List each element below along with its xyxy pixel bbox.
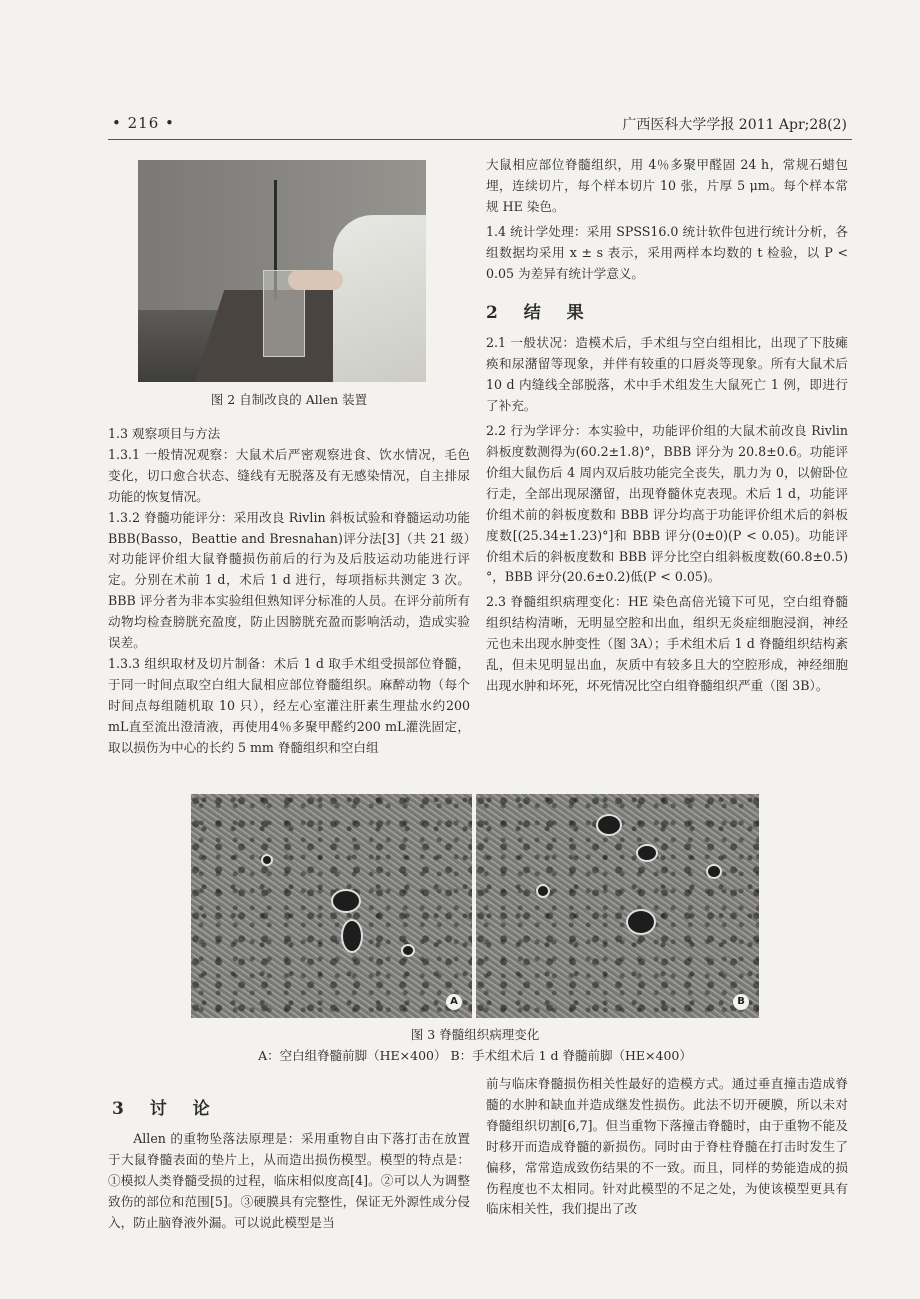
section-1-3-2: 1.3.2 脊髓功能评分：采用改良 Rivlin 斜板试验和脊髓运动功能 BBB(Basso，Beattie and Bresnahan)评分法[3]（共 21 级）对功能评价组大鼠脊髓损伤前后的行为及后肢运动功能进行评定。分别在术前 1 d，术后 1 d 进行，每项指标共测定 3 次。BBB 评分者为非本实验组但熟知评分标准的人员。在评分前所有动物均检查膀胱充盈度，防止因膀胱充盈而影响活动，造成实验误差。 <box>108 509 470 651</box>
left-column <box>108 424 470 759</box>
micrograph-b <box>476 794 759 1018</box>
page-number: • 216 • <box>112 114 175 132</box>
neuron-cell <box>596 814 622 836</box>
right-column <box>486 155 848 697</box>
section-1-3-3-continued: 大鼠相应部位脊髓组织，用 4％多聚甲醛固 24 h，常规石蜡包埋，连续切片，每个样本切片 10 张，片厚 5 μm。每个样本常规 HE 染色。 <box>486 157 848 214</box>
neuron-cell <box>341 919 363 953</box>
neuron-cell <box>636 844 658 862</box>
photo-sleeve <box>333 215 426 382</box>
page-header <box>112 114 847 136</box>
micrograph-a <box>191 794 472 1018</box>
section-1-4: 1.4 统计学处理：采用 SPSS16.0 统计软件包进行统计分析，各组数据均采用 x ± s 表示，采用两样本均数的 t 检验，以 P < 0.05 为差异有统计学意义。 <box>486 223 848 281</box>
figure2-caption: 图 2 自制改良的 Allen 装置 <box>210 392 368 407</box>
section-1-3-1: 1.3.1 一般情况观察：大鼠术后严密观察进食、饮水情况，毛色变化，切口愈合状态、缝线有无脱落及有无感染情况，自主排尿功能的恢复情况。 <box>108 446 470 504</box>
figure3-subcaption: A：空白组脊髓前脚（HE×400） B：手术组术后 1 d 脊髓前脚（HE×400） <box>258 1048 692 1063</box>
photo-hand <box>288 270 343 290</box>
results-heading: 2 结 果 <box>486 303 594 324</box>
neuron-cell <box>626 909 656 935</box>
panel-b-label: B <box>733 994 749 1010</box>
section-1-3-title: 1.3 观察项目与方法 <box>108 426 221 441</box>
discussion-heading: 3 讨 论 <box>112 1099 220 1119</box>
section-2-3: 2.3 脊髓组织病理变化：HE 染色高倍光镜下可见，空白组脊髓组织结构清晰，无明显空腔和出血，组织无炎症细胞浸润，神经元也未出现水肿变性（图 3A）；手术组术后 1 d 脊髓组织结构紊乱，但未见明显出血，灰质中有较多且大的空腔形成，神经细胞出现水肿和坏死，坏死情况比空白组脊髓组织严重（图 3B）。 <box>486 594 848 693</box>
panel-a-label: A <box>446 994 462 1010</box>
neuron-cell <box>331 889 361 913</box>
neuron-cell <box>401 944 415 957</box>
neuron-cell <box>536 884 550 898</box>
allen-device-photo <box>138 160 426 382</box>
header-rule <box>108 139 852 140</box>
section-2-1: 2.1 一般状况：造模术后，手术组与空白组相比，出现了下肢瘫痪和尿潴留等现象，并伴有较重的口唇炎等现象。所有大鼠术后 10 d 内缝线全部脱落，术中手术组发生大鼠死亡 1 例，即进行了补充。 <box>486 335 848 414</box>
neuron-cell <box>261 854 273 866</box>
discussion-left <box>108 1129 470 1234</box>
discussion-paragraph-right: 前与临床脊髓损伤相关性最好的造模方式。通过垂直撞击造成脊髓的水肿和缺血并造成继发性损伤。此法不切开硬膜，所以未对脊髓组织切割[6,7]。但当重物下落撞击脊髓时，由于重物不能及时移开而造成脊髓的新损伤。同时由于脊柱脊髓在打击时发生了偏移，常常造成致伤结果的不一致。而且，同样的势能造成的损伤程度也不太相同。针对此模型的不足之处，为使该模型更具有临床相关性，我们提出了改 <box>486 1076 848 1217</box>
discussion-right <box>486 1074 848 1220</box>
figure3-caption: 图 3 脊髓组织病理变化 <box>410 1027 540 1042</box>
section-2-2: 2.2 行为学评分：本实验中，功能评价组的大鼠术前改良 Rivlin 斜板度数测得为(60.2±1.8)°，BBB 评分为 20.8±0.6。功能评价组大鼠伤后 4 周内双后肢功能完全丧失，肌力为 0，以俯卧位行走，全部出现尿潴留，出现脊髓休克表现。术后 1 d，功能评价组术前的斜板度数和 BBB 评分均高于功能评价组术后的斜板度数[(25.34±1.23)°]和 BBB 评分(0±0)(P < 0.05)。功能评价组术后的斜板度数和 BBB 评分比空白组斜板度数(60.8±0.5)°，BBB 评分(20.6±0.2)低(P < 0.05)。 <box>486 423 848 585</box>
journal-citation: 广西医科大学学报 2011 Apr;28(2) <box>622 117 847 133</box>
discussion-paragraph-left: Allen 的重物坠落法原理是：采用重物自由下落打击在放置于大鼠脊髓表面的垫片上，从而造出损伤模型。模型的特点是：①模拟人类脊髓受损的过程，临床相似度高[4]。②可以人为调整致伤的部位和范围[5]。③硬膜具有完整性，保证无外源性成分侵入，防止脑脊液外漏。可以说此模型是当 <box>108 1131 470 1230</box>
section-1-3-3: 1.3.3 组织取材及切片制备：术后 1 d 取手术组受损部位脊髓，于同一时间点取空白组大鼠相应部位脊髓组织。麻醉动物（每个时间点每组随机取 10 只），经左心室灌注肝素生理盐水约200 mL直至流出澄清液，再使用4％多聚甲醛约200 mL灌洗固定，取以损伤为中心的长约 5 mm 脊髓组织和空白组 <box>108 655 470 755</box>
neuron-cell <box>706 864 722 879</box>
